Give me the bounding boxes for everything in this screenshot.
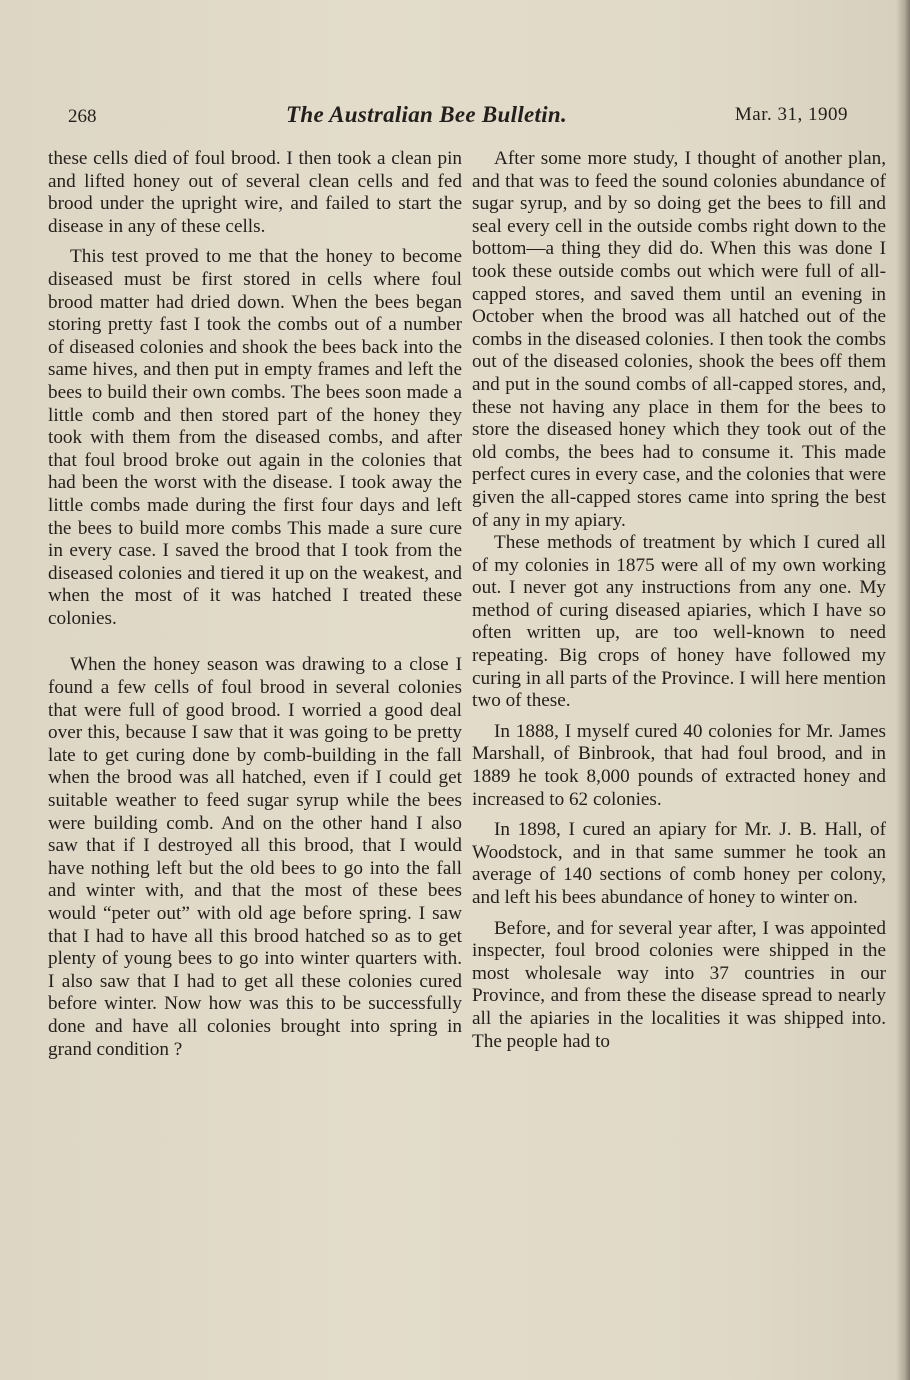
paragraph: When the honey season was drawing to a close I found a few cells of foul brood in several colonies that were full of good brood. I worried a good deal over this, because I saw that it was going to be pretty late to get curing done by comb-building in the fall when the brood was all hatched, even if I could get suitable weather to feed sugar syrup while the bees were building comb. And on the other hand I also saw that if I destroyed all this brood, that I would have nothing left but the old bees to go into the fall and winter with, and that the most of these bees would “peter out” with old age before spring. I saw that I had to have all this brood hatched so as to get plenty of young bees to go into winter quarters with. I also saw that I had to get all these colonies cured before winter. Now how was this to be successfully done and have all colonies brought into spring in grand condition ? xyxy=(48,654,462,1060)
page-number: 268 xyxy=(68,106,97,127)
paragraph: This test proved to me that the honey to become diseased must be first stored in cells where foul brood matter had dried down. When the bees began storing pretty fast I took the combs out of a number of diseased colonies and shook the bees back into the same hives, and then put in empty frames and left the bees to build their own combs. The bees soon made a little comb and then stored part of the honey they took with them from the diseased combs, and after that foul brood broke out again in the colonies that had been the worst with the disease. I took away the little combs made during the first four days and left the bees to build more combs This made a sure cure in every case. I saved the brood that I took from the diseased colonies and tiered it up on the weakest, and when the most of it was hatched I treated these colonies. xyxy=(48,246,462,629)
torn-page-edge xyxy=(896,0,910,1380)
paragraph: After some more study, I thought of another plan, and that was to feed the sound colonies abundance of sugar syrup, and by so doing get the bees to fill and seal every cell in the outside combs right down to the bottom—a thing they did do. When this was done I took these outside combs out which were full of all-capped stores, and saved them until an evening in October when the brood was all hatched out of the combs in the diseased colonies. I then took the combs out of the diseased colonies, shook the bees off them and put in the sound combs of all-capped stores, and, these not having any place in them for the bees to store the diseased honey which they took out of the old combs, the bees had to consume it. This made perfect cures in every case, and the colonies that were given the all-capped stores came into spring the best of any in my apiary. xyxy=(472,148,886,531)
issue-date: Mar. 31, 1909 xyxy=(734,104,848,125)
paragraph: Before, and for several year after, I was appointed inspecter, foul brood colonies were shipped in the most wholesale way into 37 countries in our Province, and from these the disease spread to nearly all the apiaries in the localities it was shipped into. The people had to xyxy=(472,917,886,1052)
right-column xyxy=(472,148,886,1053)
left-column xyxy=(48,148,462,1061)
journal-title: The Australian Bee Bulletin. xyxy=(286,102,568,127)
paragraph: In 1888, I myself cured 40 colonies for Mr. James Marshall, of Binbrook, that had foul brood, and in 1889 he took 8,000 pounds of extracted honey and increased to 62 colonies. xyxy=(472,720,886,810)
paragraph: These methods of treatment by which I cured all of my colonies in 1875 were all of my own working out. I never got any instructions from any one. My method of curing diseased apiaries, which I have so often written up, are too well-known to need repeating. Big crops of honey have followed my curing in all parts of the Province. I will here mention two of these. xyxy=(472,532,886,712)
page-header xyxy=(68,100,848,136)
paragraph: In 1898, I cured an apiary for Mr. J. B. Hall, of Woodstock, and in that same summer he took an average of 140 sections of comb honey per colony, and left his bees abundance of honey to winter on. xyxy=(472,819,886,908)
paragraph: these cells died of foul brood. I then took a clean pin and lifted honey out of several clean cells and fed brood under the upright wire, and failed to start the disease in any of these cells. xyxy=(48,148,462,237)
